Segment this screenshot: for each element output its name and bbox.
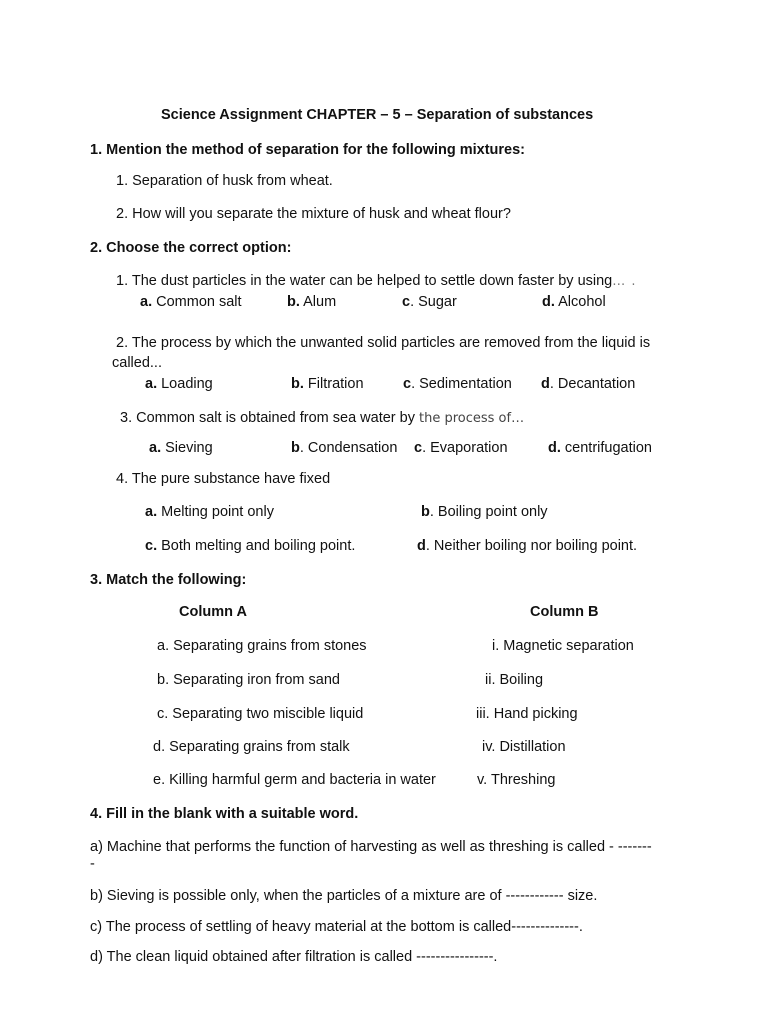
q3-row-4-b: iv. Distillation (482, 739, 566, 755)
q2-item-3-opt-b: b. Condensation (291, 440, 398, 456)
q2-item-2-opt-c: c. Sedimentation (403, 376, 512, 392)
q2-item-2-opt-b: b. Filtration (291, 376, 364, 392)
q3-row-4-a: d. Separating grains from stalk (153, 739, 350, 755)
q2-item-4-opt-d: d. Neither boiling nor boiling point. (417, 538, 638, 554)
q3-row-2-b: ii. Boiling (485, 672, 544, 688)
q2-item-3-text (120, 409, 524, 428)
q2-item-4-opt-c: c. Both melting and boiling point. (145, 538, 356, 554)
q2-item-1-opt-d: d. Alcohol (542, 294, 606, 310)
q4-item-a-wrap: - (90, 856, 95, 872)
q4-heading: 4. Fill in the blank with a suitable word. (90, 806, 359, 822)
q3-row-2-a: b. Separating iron from sand (157, 672, 340, 688)
q3-row-3-a: c. Separating two miscible liquid (157, 706, 364, 722)
q1-item-1: 1. Separation of husk from wheat. (116, 173, 333, 189)
page-title: Science Assignment CHAPTER – 5 – Separation of substances (161, 107, 594, 123)
q2-heading: 2. Choose the correct option: (90, 240, 292, 256)
q2-item-4-opt-b: b. Boiling point only (421, 504, 548, 520)
q3-heading: 3. Match the following: (90, 572, 247, 588)
q3-column-a-header: Column A (179, 604, 247, 620)
q2-item-1-opt-b: b. Alum (287, 294, 337, 310)
q2-item-1-stem: 1. The dust particles in the water can be helped to settle down faster by using (116, 273, 613, 289)
q3-row-3-b: iii. Hand picking (476, 706, 578, 722)
q2-item-1-text (116, 272, 637, 291)
q4-item-a: a) Machine that performs the function of harvesting as well as threshing is called - ------- (90, 839, 652, 855)
q1-heading: 1. Mention the method of separation for the following mixtures: (90, 142, 526, 158)
q2-item-2-opt-a: a. Loading (145, 376, 213, 392)
q2-item-3-opt-a: a. Sieving (149, 440, 213, 456)
q3-row-5-a: e. Killing harmful germ and bacteria in water (153, 772, 436, 788)
q2-item-3-opt-d: d. centrifugation (548, 440, 652, 456)
q2-item-3-trail: the process of… (419, 411, 525, 426)
q2-item-2-opt-d: d. Decantation (541, 376, 636, 392)
q2-item-4-opt-a: a. Melting point only (145, 504, 274, 520)
q3-row-1-b: i. Magnetic separation (492, 638, 634, 654)
q2-item-2-text2: called... (112, 355, 162, 371)
q2-item-1-opt-c: c. Sugar (402, 294, 457, 310)
q2-item-2-text: 2. The process by which the unwanted solid particles are removed from the liquid is (116, 335, 651, 351)
q4-item-d: d) The clean liquid obtained after filtration is called ----------------. (90, 949, 498, 965)
q2-item-1-opt-a: a. Common salt (140, 294, 242, 310)
q2-item-3-opt-c: c. Evaporation (414, 440, 508, 456)
q2-item-4-text: 4. The pure substance have fixed (116, 471, 331, 487)
q4-item-b: b) Sieving is possible only, when the particles of a mixture are of ------------ size. (90, 888, 598, 904)
q4-item-c: c) The process of settling of heavy material at the bottom is called--------------. (90, 919, 583, 935)
q2-item-3-stem: 3. Common salt is obtained from sea water by (120, 410, 419, 426)
q2-item-1-trail: … . (612, 274, 637, 289)
q3-row-5-b: v. Threshing (477, 772, 556, 788)
q1-item-2: 2. How will you separate the mixture of husk and wheat flour? (116, 206, 511, 222)
q3-column-b-header: Column B (530, 604, 599, 620)
q3-row-1-a: a. Separating grains from stones (157, 638, 367, 654)
